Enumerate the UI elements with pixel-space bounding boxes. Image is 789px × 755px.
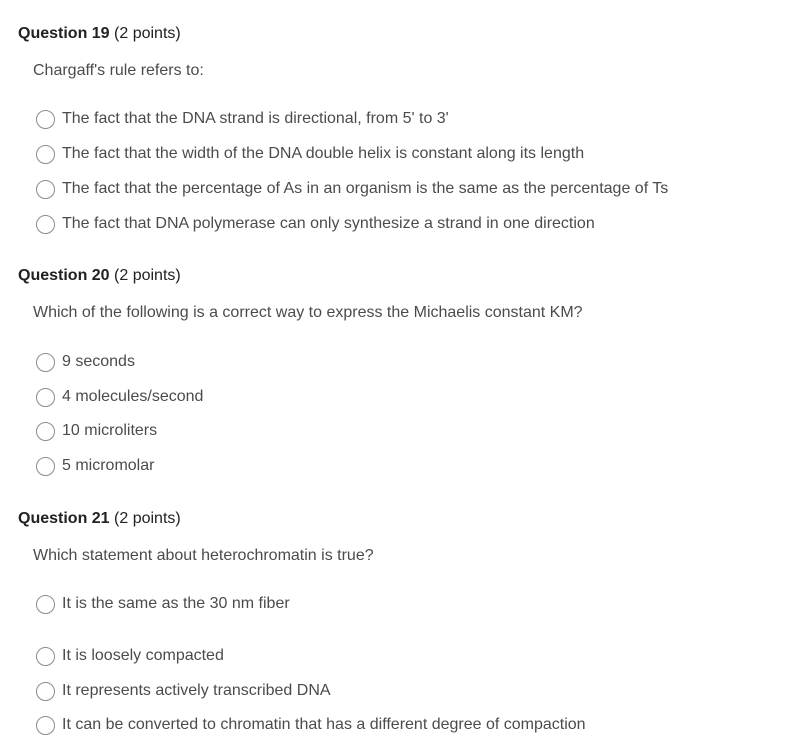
radio-button[interactable] xyxy=(36,647,55,666)
question-points: (2 points) xyxy=(114,510,181,527)
question-title: Question 20 xyxy=(18,267,110,284)
answer-option-label: The fact that DNA polymerase can only synthesize a strand in one direction xyxy=(62,215,595,232)
answer-option-label: It is the same as the 30 nm fiber xyxy=(62,595,290,612)
question-points: (2 points) xyxy=(114,267,181,284)
answer-option-label: 4 molecules/second xyxy=(62,388,204,405)
question-points: (2 points) xyxy=(114,25,181,42)
answer-option-label: 9 seconds xyxy=(62,353,135,370)
question-text: Which of the following is a correct way to express the Michaelis constant KM? xyxy=(33,304,583,321)
answer-option[interactable] xyxy=(36,108,449,130)
question-text: Which statement about heterochromatin is true? xyxy=(33,547,374,564)
radio-button[interactable] xyxy=(36,457,55,476)
radio-button[interactable] xyxy=(36,215,55,234)
answer-option[interactable] xyxy=(36,386,203,408)
radio-button[interactable] xyxy=(36,422,55,441)
answer-option-label: It can be converted to chromatin that has a different degree of compaction xyxy=(62,716,586,733)
question-text: Chargaff's rule refers to: xyxy=(33,62,204,79)
question-header xyxy=(18,267,181,285)
radio-button[interactable] xyxy=(36,595,55,614)
answer-option-label: The fact that the percentage of As in an organism is the same as the percentage of Ts xyxy=(62,180,669,197)
answer-option[interactable] xyxy=(36,593,290,615)
question-title: Question 19 xyxy=(18,25,110,42)
answer-option[interactable] xyxy=(36,351,135,373)
answer-option[interactable] xyxy=(36,455,154,477)
radio-button[interactable] xyxy=(36,110,55,129)
answer-option[interactable] xyxy=(36,143,584,165)
answer-option[interactable] xyxy=(36,714,586,736)
radio-button[interactable] xyxy=(36,145,55,164)
radio-button[interactable] xyxy=(36,353,55,372)
question-header xyxy=(18,25,181,43)
answer-option-label: 5 micromolar xyxy=(62,457,155,474)
radio-button[interactable] xyxy=(36,180,55,199)
answer-option[interactable] xyxy=(36,680,331,702)
answer-option[interactable] xyxy=(36,213,595,235)
radio-button[interactable] xyxy=(36,716,55,735)
answer-option[interactable] xyxy=(36,178,668,200)
question-header xyxy=(18,510,181,528)
radio-button[interactable] xyxy=(36,682,55,701)
answer-option-label: The fact that the DNA strand is directional, from 5' to 3' xyxy=(62,110,449,127)
radio-button[interactable] xyxy=(36,388,55,407)
answer-option[interactable] xyxy=(36,645,224,667)
question-title: Question 21 xyxy=(18,510,110,527)
answer-option-label: The fact that the width of the DNA double helix is constant along its length xyxy=(62,145,585,162)
answer-option[interactable] xyxy=(36,420,157,442)
answer-option-label: 10 microliters xyxy=(62,422,158,439)
answer-option-label: It is loosely compacted xyxy=(62,647,224,664)
answer-option-label: It represents actively transcribed DNA xyxy=(62,682,331,699)
